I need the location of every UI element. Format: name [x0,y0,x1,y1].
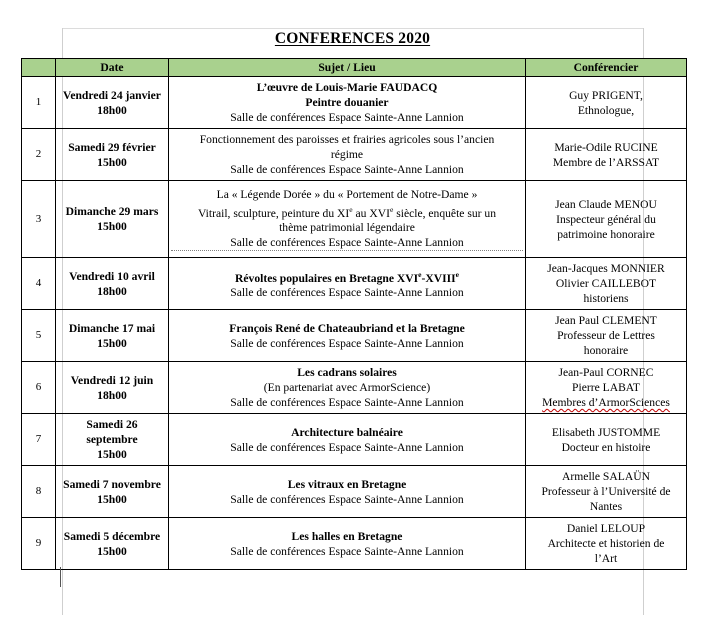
row-date: Dimanche 29 mars 15h00 [56,181,169,258]
venue: Salle de conférences Espace Sainte-Anne Lannion [230,492,464,506]
table-row [22,77,687,129]
row-subject: Les cadrans solaires (En partenariat avec ArmorScience) Salle de conférences Espace Sainte-Anne Lannion [169,362,526,414]
row-number: 6 [22,362,56,414]
table-row [22,258,687,310]
table-row [22,466,687,518]
page-margin-top [62,28,644,29]
row-date: Samedi 5 décembre 15h00 [56,518,169,570]
row-date: Vendredi 12 juin 18h00 [56,362,169,414]
row-speaker: Jean-Paul CORNEC Pierre LABAT Membres d’ArmorSciences [526,362,687,414]
text-cursor-mark [60,567,61,587]
venue: Salle de conférences Espace Sainte-Anne Lannion [230,286,464,300]
table-header-row [22,59,687,77]
row-speaker: Jean-Jacques MONNIER Olivier CAILLEBOT historiens [526,258,687,310]
header-date: Date [56,59,169,77]
row-number: 1 [22,77,56,129]
conference-table [21,58,687,570]
table-row [22,310,687,362]
venue: Salle de conférences Espace Sainte-Anne Lannion [230,163,464,176]
table-row [22,518,687,570]
row-subject: L’œuvre de Louis-Marie FAUDACQ Peintre douanier Salle de conférences Espace Sainte-Anne Lannion [169,77,526,129]
row-subject: Les vitraux en Bretagne Salle de conférences Espace Sainte-Anne Lannion [169,466,526,518]
row-date: Samedi 29 février 15h00 [56,129,169,181]
row-subject: François René de Chateaubriand et la Bretagne Salle de conférences Espace Sainte-Anne Lannion [169,310,526,362]
row-date: Dimanche 17 mai 15h00 [56,310,169,362]
venue: Salle de conférences Espace Sainte-Anne Lannion [230,544,464,558]
row-date: Samedi 26 septembre 15h00 [56,414,169,466]
venue: Salle de conférences Espace Sainte-Anne Lannion [230,396,464,409]
table-row [22,181,687,258]
table-row [22,129,687,181]
row-speaker: Daniel LELOUP Architecte et historien de l’Art [526,518,687,570]
document-title: CONFERENCES 2020 [274,30,431,47]
row-date: Samedi 7 novembre 15h00 [56,466,169,518]
row-speaker: Jean Paul CLEMENT Professeur de Lettres honoraire [526,310,687,362]
row-subject: Architecture balnéaire Salle de conférences Espace Sainte-Anne Lannion [169,414,526,466]
row-number: 3 [22,181,56,258]
header-speaker: Conférencier [526,59,687,77]
row-number: 2 [22,129,56,181]
row-speaker: Armelle SALAÜN Professeur à l’Université de Nantes [526,466,687,518]
venue: Salle de conférences Espace Sainte-Anne Lannion [230,440,464,454]
row-number: 4 [22,258,56,310]
venue: Salle de conférences Espace Sainte-Anne Lannion [171,235,523,251]
row-number: 7 [22,414,56,466]
row-speaker: Elisabeth JUSTOMME Docteur en histoire [526,414,687,466]
venue: Salle de conférences Espace Sainte-Anne Lannion [230,336,464,350]
row-number: 8 [22,466,56,518]
row-subject: La « Légende Dorée » du « Portement de Notre-Dame » Vitrail, sculpture, peinture du XIe au XVIe siècle, enquête sur un thème patrimonial légendaire Salle de conférences Espace Sainte-Anne Lannion [169,181,526,258]
row-number: 5 [22,310,56,362]
row-speaker: Marie-Odile RUCINE Membre de l’ARSSAT [526,129,687,181]
row-subject: Fonctionnement des paroisses et frairies agricoles sous l’ancien régime Salle de conférences Espace Sainte-Anne Lannion [169,129,526,181]
row-speaker: Jean Claude MENOU Inspecteur général du patrimoine honoraire [526,181,687,258]
header-number [22,59,56,77]
row-subject: Révoltes populaires en Bretagne XVIe-XVIIIe Salle de conférences Espace Sainte-Anne Lannion [169,258,526,310]
table-row [22,414,687,466]
header-subject: Sujet / Lieu [169,59,526,77]
row-speaker: Guy PRIGENT, Ethnologue, [526,77,687,129]
row-subject: Les halles en Bretagne Salle de conférences Espace Sainte-Anne Lannion [169,518,526,570]
row-number: 9 [22,518,56,570]
venue: Salle de conférences Espace Sainte-Anne Lannion [230,111,464,124]
row-date: Vendredi 10 avril 18h00 [56,258,169,310]
table-row [22,362,687,414]
row-date: Vendredi 24 janvier 18h00 [56,77,169,129]
